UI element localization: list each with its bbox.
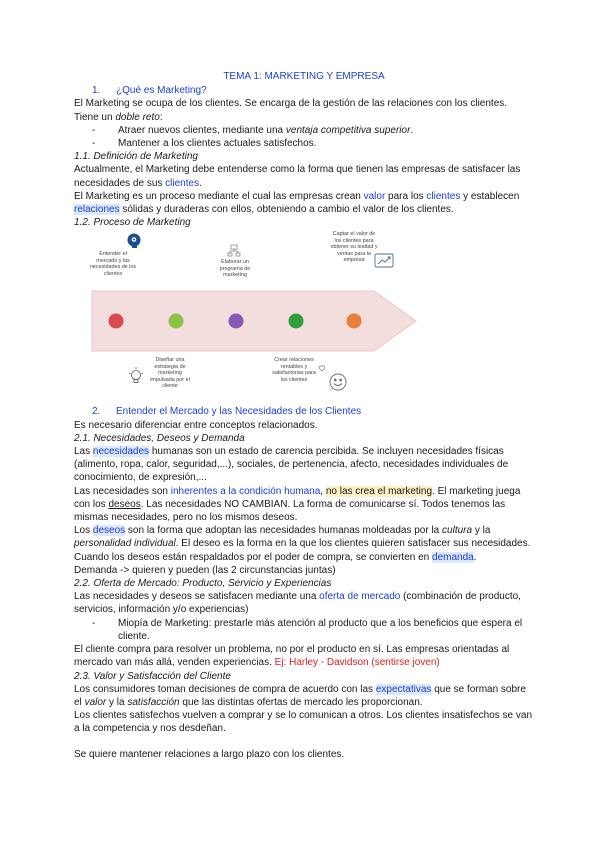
section-2-number: 2.: [92, 406, 101, 418]
section-2-1-paragraph-3: [74, 524, 534, 550]
section-2-paragraph-1: Es necesario diferenciar entre conceptos relacionados.: [74, 419, 318, 431]
text-run: (combinación de producto, servicios, información y/o experiencias): [74, 591, 521, 616]
emphasis-cultura: cultura: [442, 525, 473, 537]
bullet-item-2: [74, 137, 534, 150]
text-run: Mantener a los clientes actuales satisfechos.: [118, 138, 317, 150]
marketing-process-diagram: [74, 231, 534, 403]
highlight-expectativas: expectativas: [375, 683, 432, 695]
text-run: Miopía de Marketing: prestarle más atención al producto que a los beneficios que espera el cliente.: [118, 617, 523, 642]
text-run: El cliente compra para resolver un problema, no por el producto en sí. Las empresas orientadas al mercado van más allá, venden experiencias.: [74, 644, 510, 669]
step-design-strategy-label: Diseñar una estrategia de marketing impulsada por el cliente: [150, 357, 190, 390]
highlight-necesidades: necesidades: [92, 446, 150, 458]
text-run: humanas son un estado de carencia percibida. Se incluyen necesidades físicas (alimento, ropa, calor, seguridad,...), sociales, de pertenencia, afecto, necesidades individuales de conocimiento, de expresión,...: [74, 446, 509, 484]
section-1-2-heading: 1.2. Proceso de Marketing: [74, 217, 191, 229]
highlight-relaciones: relaciones: [74, 204, 120, 216]
emphasis-doble-reto: doble reto: [115, 111, 160, 123]
text-run: para los: [385, 190, 427, 202]
section-2-title: Entender el Mercado y las Necesidades de los Clientes: [116, 406, 362, 418]
section-2-2-paragraph-2: [74, 643, 534, 669]
section-2-3-paragraph-1: [74, 683, 534, 709]
example-harley-davidson: Ej: Harley - Davidson (sentirse joven): [274, 657, 440, 669]
highlight-demanda: demanda: [432, 551, 474, 563]
step-build-relationships-label: Crear relaciones rentables y satisfactorias para los clientes: [272, 357, 316, 383]
section-2-1-paragraph-5: Demanda -> quieren y pueden (las 2 circunstancias juntas): [74, 564, 336, 576]
text-run: que se forman sobre el: [74, 683, 526, 708]
text-run: Las necesidades y deseos se satisfacen mediante una: [74, 591, 320, 603]
section-1-1-heading: 1.1. Definición de Marketing: [74, 151, 198, 163]
text-run: .: [473, 551, 477, 563]
text-run: Actualmente, el Marketing debe entenderse como la forma que tienen las empresas de satisfacer las necesidades de sus: [74, 164, 521, 189]
section-2-2-paragraph-1: [74, 590, 534, 616]
section-1-paragraph-2: [74, 111, 534, 124]
emphasis-satisfaccion: satisfacción: [127, 696, 180, 708]
section-1-title: ¿Qué es Marketing?: [116, 85, 207, 97]
section-1-heading: [74, 84, 534, 97]
highlight-inherentes: inherentes a la condición humana: [170, 485, 321, 497]
text-run: y la: [106, 696, 128, 708]
section-2-3-paragraph-3: Se quiere mantener relaciones a largo plazo con los clientes.: [74, 748, 345, 760]
bullet-dash: -: [92, 138, 96, 150]
highlight-clientes: clientes: [426, 190, 461, 202]
section-2-2-heading: 2.2. Oferta de Mercado: Producto, Servicio y Experiencias: [74, 578, 332, 590]
smiley-icon: [330, 374, 346, 390]
text-run: sólidas y duraderas con ellos, obteniendo a cambio el valor de los clientes.: [119, 204, 454, 216]
text-run: :: [159, 111, 163, 123]
process-step-dot-5: [347, 314, 362, 329]
bullet-item-1: [74, 124, 534, 137]
text-run: El Marketing es un proceso mediante el cual las empresas crean: [74, 190, 364, 202]
text-run: Las necesidades son: [74, 485, 171, 497]
section-2-3-heading: 2.3. Valor y Satisfacción del Cliente: [74, 670, 231, 682]
document-title: TEMA 1: MARKETING Y EMPRESA: [223, 71, 385, 82]
text-run: .: [410, 124, 414, 136]
text-run: y la: [472, 525, 491, 537]
process-step-dot-2: [169, 314, 184, 329]
section-2-1-heading: 2.1. Necesidades, Deseos y Demanda: [74, 432, 245, 444]
section-2-3-paragraph-2: Los clientes satisfechos vuelven a comprar y se lo comunican a otros. Los clientes insatisfechos se van a la competencia y nos desdeñan.: [74, 710, 533, 735]
emphasis-personalidad: personalidad individual: [74, 538, 176, 550]
flowchart-icon: [228, 245, 240, 256]
document-page: [74, 70, 534, 761]
bullet-item-miopia: [74, 617, 534, 643]
text-run: . El marketing juega con los: [74, 485, 521, 510]
section-1-1-paragraph-2: [74, 190, 534, 216]
step-understand-market-label: Entender el mercado y las necesidades de los clientes: [89, 251, 137, 277]
process-step-dot-4: [289, 314, 304, 329]
bullet-dash: -: [92, 617, 96, 629]
text-run: Los consumidores toman decisiones de compra de acuerdo con las: [74, 683, 376, 695]
text-run: Atraer nuevos clientes, mediante una: [118, 124, 286, 136]
section-1-number: 1.: [92, 85, 101, 97]
emphasis-ventaja: ventaja competitiva superior: [285, 124, 411, 136]
step-capture-value-label: Captar el valor de los clientes para obtener su lealtad y ventas para la empresa: [330, 231, 378, 264]
section-2-1-paragraph-1: [74, 445, 534, 485]
spacer: [74, 736, 534, 748]
text-run: . El deseo es la forma en la que los clientes quieren satisfacer sus necesidades.: [175, 538, 531, 550]
text-run: y establecen: [460, 190, 520, 202]
step-build-program-label: Elaborar un programa de marketing: [219, 259, 251, 279]
highlight-no-las-crea: no las crea el marketing: [325, 485, 433, 497]
text-run: son la forma que adoptan las necesidades humanas moldeadas por la: [125, 525, 443, 537]
text-run: . Las necesidades NO CAMBIAN. La forma de comunicarse sí. Todos tenemos las mismas necesidades, pero no los mismos deseos.: [74, 498, 506, 524]
section-2-heading: [74, 405, 534, 418]
highlight-oferta: oferta de mercado: [319, 591, 401, 603]
process-step-dot-3: [229, 314, 244, 329]
section-1-paragraph-1: El Marketing se ocupa de los clientes. Se encarga de la gestión de las relaciones con los clientes.: [74, 98, 508, 110]
text-run: ,: [320, 485, 326, 497]
highlight-deseos: deseos: [92, 525, 126, 537]
section-1-1-paragraph-1: [74, 163, 534, 189]
text-run: que las distintas ofertas de mercado les proporcionan.: [179, 696, 423, 708]
text-run: .: [199, 177, 202, 189]
head-gear-icon: [128, 234, 141, 249]
text-run: Las: [74, 446, 93, 458]
bullet-dash: -: [92, 124, 96, 136]
text-run: Tiene un: [74, 111, 116, 123]
text-run: Los: [74, 525, 93, 537]
process-arrow: [92, 291, 416, 351]
section-2-1-paragraph-2: [74, 485, 534, 525]
text-run: Cuando los deseos están respaldados por el poder de compra, se convierten en: [74, 551, 433, 563]
hearts-icon: [319, 366, 325, 371]
lightbulb-icon: [129, 367, 143, 383]
highlight-clientes: clientes: [165, 177, 200, 189]
emphasis-valor: valor: [84, 696, 107, 708]
underline-deseos: deseos: [108, 498, 141, 510]
section-2-1-paragraph-4: [74, 551, 534, 564]
highlight-valor: valor: [363, 190, 386, 202]
process-step-dot-1: [109, 314, 124, 329]
